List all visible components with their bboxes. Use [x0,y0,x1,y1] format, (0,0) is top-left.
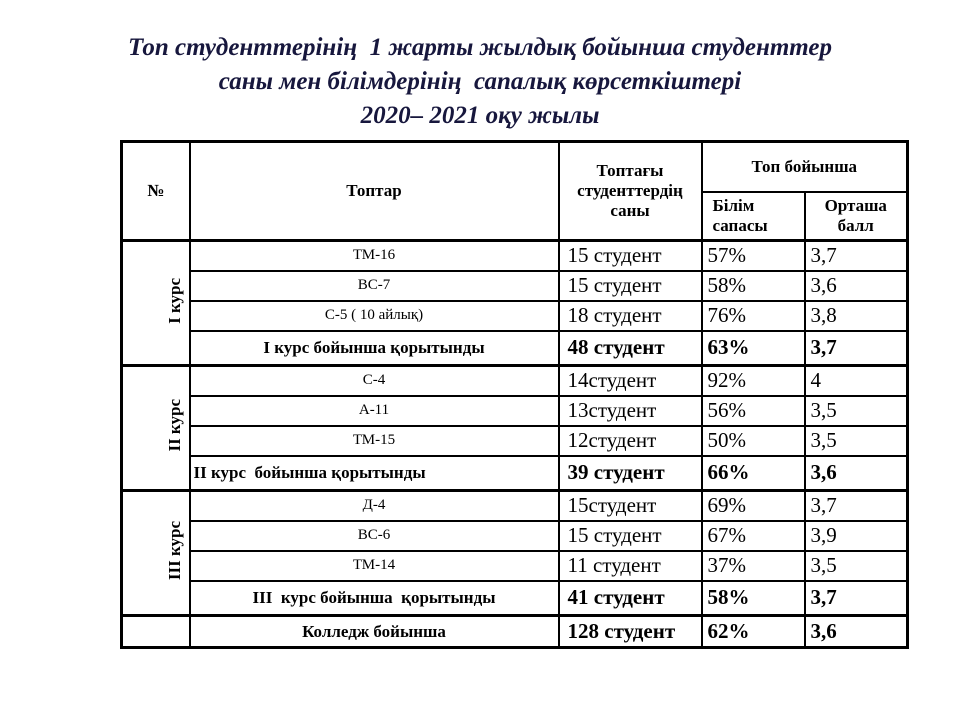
header-row-1 [122,142,908,192]
col-header-no: № [122,142,190,241]
course-label-cell [122,241,190,366]
table-row [122,271,908,301]
course-label-cell [122,491,190,616]
count-cell: 41 студент [559,581,702,616]
title-line-2: саны мен білімдерінің сапалық көрсеткіштері [218,68,742,95]
avg-cell: 3,5 [805,551,908,581]
col-header-average: Орташа балл [805,192,908,241]
results-table-wrap [120,140,909,649]
count-cell: 11 студент [559,551,702,581]
title-line-3: 2020– 2021 оқу жылы [360,102,600,129]
summary-label-cell: Колледж бойынша [190,616,559,648]
group-cell: ТМ-16 [190,241,559,271]
col-header-count: Топтағы студенттердің саны [559,142,702,241]
count-cell: 15студент [559,491,702,521]
group-cell: ТМ-15 [190,426,559,456]
count-cell: 39 студент [559,456,702,491]
group-cell: С-4 [190,366,559,396]
group-cell: С-5 ( 10 айлық) [190,301,559,331]
avg-cell: 3,6 [805,456,908,491]
table-row [122,241,908,271]
results-table [120,140,909,649]
col-header-groups: Топтар [190,142,559,241]
group-cell: ТМ-14 [190,551,559,581]
summary-row [122,331,908,366]
empty-cell [122,616,190,648]
total-row [122,616,908,648]
col-header-quality: Білім сапасы [702,192,805,241]
count-cell: 12студент [559,426,702,456]
quality-cell: 69% [702,491,805,521]
quality-cell: 66% [702,456,805,491]
count-cell: 48 студент [559,331,702,366]
col-header-by-group: Топ бойынша [702,142,908,192]
quality-cell: 37% [702,551,805,581]
avg-cell: 3,9 [805,521,908,551]
quality-cell: 58% [702,271,805,301]
table-row [122,396,908,426]
quality-cell: 58% [702,581,805,616]
count-cell: 14студент [559,366,702,396]
title-line-1: Топ студенттерінің 1 жарты жылдық бойынша студенттер [127,34,833,61]
group-cell: А-11 [190,396,559,426]
avg-cell: 3,5 [805,396,908,426]
group-cell: ВС-7 [190,271,559,301]
quality-cell: 76% [702,301,805,331]
table-row [122,426,908,456]
summary-row [122,456,908,491]
avg-cell: 3,8 [805,301,908,331]
table-row [122,521,908,551]
avg-cell: 3,7 [805,581,908,616]
summary-row [122,581,908,616]
quality-cell: 57% [702,241,805,271]
summary-label-cell: III курс бойынша қорытынды [190,581,559,616]
page-title [0,31,960,133]
count-cell: 13студент [559,396,702,426]
group-cell: ВС-6 [190,521,559,551]
avg-cell: 3,7 [805,331,908,366]
quality-cell: 62% [702,616,805,648]
quality-cell: 63% [702,331,805,366]
count-cell: 18 студент [559,301,702,331]
avg-cell: 4 [805,366,908,396]
count-cell: 15 студент [559,241,702,271]
count-cell: 15 студент [559,271,702,301]
course-label: III курс [165,520,185,581]
table-row [122,551,908,581]
quality-cell: 67% [702,521,805,551]
quality-cell: 56% [702,396,805,426]
course-label: II курс [165,399,185,452]
course-label-cell [122,366,190,491]
group-cell: Д-4 [190,491,559,521]
table-row [122,366,908,396]
summary-label-cell: II курс бойынша қорытынды [190,456,559,491]
avg-cell: 3,7 [805,491,908,521]
quality-cell: 50% [702,426,805,456]
avg-cell: 3,7 [805,241,908,271]
quality-cell: 92% [702,366,805,396]
count-cell: 15 студент [559,521,702,551]
table-row [122,491,908,521]
avg-cell: 3,6 [805,271,908,301]
avg-cell: 3,5 [805,426,908,456]
summary-label-cell: I курс бойынша қорытынды [190,331,559,366]
avg-cell: 3,6 [805,616,908,648]
table-row [122,301,908,331]
count-cell: 128 студент [559,616,702,648]
course-label: I курс [165,277,185,324]
